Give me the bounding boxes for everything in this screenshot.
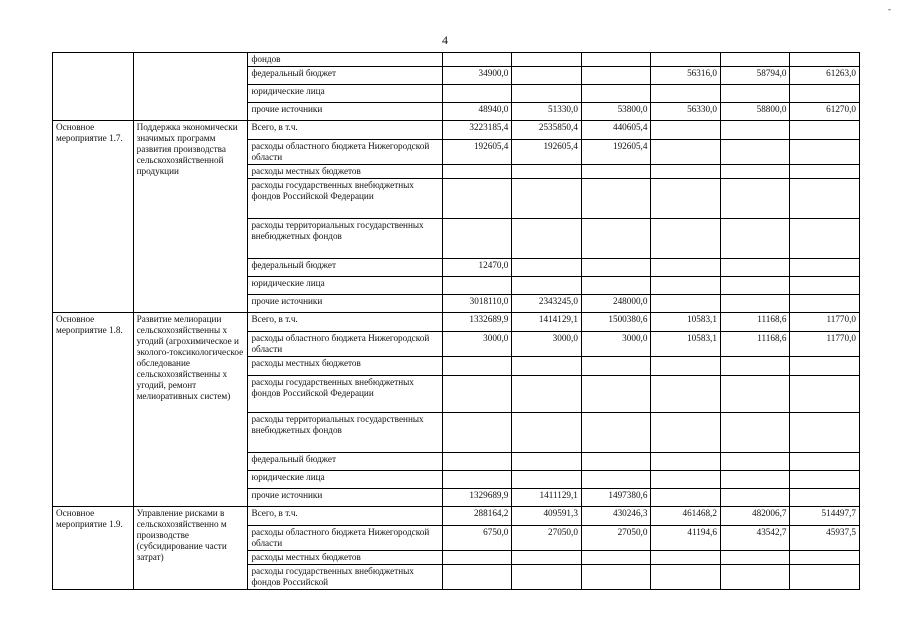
value-cell xyxy=(512,376,582,413)
value-cell xyxy=(442,357,512,376)
value-cell xyxy=(651,121,721,140)
value-cell xyxy=(651,453,721,471)
value-cell xyxy=(790,376,860,413)
value-cell xyxy=(651,179,721,219)
value-cell xyxy=(581,471,651,489)
source-label: прочие источники xyxy=(248,489,442,507)
funding-table xyxy=(52,52,860,590)
value-cell: 3018110,0 xyxy=(442,295,512,313)
measure-code: Основное мероприятие 1.8. xyxy=(53,313,134,507)
value-cell: 51330,0 xyxy=(512,103,582,121)
measure-code: Основное мероприятие 1.7. xyxy=(53,121,134,313)
value-cell: 409591,3 xyxy=(512,507,582,526)
value-cell: 192605,4 xyxy=(512,140,582,165)
value-cell: 2343245,0 xyxy=(512,295,582,313)
value-cell xyxy=(651,471,721,489)
value-cell: 58800,0 xyxy=(720,103,790,121)
value-cell xyxy=(512,413,582,453)
value-cell xyxy=(720,471,790,489)
value-cell xyxy=(651,376,721,413)
value-cell xyxy=(720,565,790,590)
value-cell xyxy=(512,277,582,295)
value-cell: 1411129,1 xyxy=(512,489,582,507)
value-cell xyxy=(651,489,721,507)
value-cell xyxy=(720,121,790,140)
source-label: расходы государственных внебюджетных фондов Российской Федерации xyxy=(248,179,442,219)
value-cell xyxy=(651,53,721,67)
value-cell: 27050,0 xyxy=(581,526,651,551)
value-cell xyxy=(651,165,721,179)
value-cell xyxy=(512,85,582,103)
value-cell xyxy=(581,219,651,259)
value-cell xyxy=(720,219,790,259)
value-cell xyxy=(720,551,790,565)
value-cell: 288164,2 xyxy=(442,507,512,526)
value-cell xyxy=(651,295,721,313)
value-cell xyxy=(512,471,582,489)
value-cell xyxy=(512,165,582,179)
value-cell xyxy=(790,565,860,590)
source-label: расходы государственных внебюджетных фондов Российской xyxy=(248,565,442,590)
value-cell xyxy=(581,179,651,219)
value-cell xyxy=(790,259,860,277)
value-cell xyxy=(651,413,721,453)
value-cell xyxy=(442,413,512,453)
source-label: расходы местных бюджетов xyxy=(248,551,442,565)
source-label: федеральный бюджет xyxy=(248,453,442,471)
value-cell xyxy=(512,259,582,277)
value-cell xyxy=(442,219,512,259)
value-cell xyxy=(581,357,651,376)
value-cell: 440605,4 xyxy=(581,121,651,140)
value-cell xyxy=(581,376,651,413)
value-cell xyxy=(651,357,721,376)
value-cell xyxy=(442,376,512,413)
value-cell xyxy=(512,179,582,219)
value-cell xyxy=(720,53,790,67)
table-row xyxy=(53,53,860,67)
value-cell: 12470,0 xyxy=(442,259,512,277)
measure-name-cell xyxy=(133,53,248,121)
table-row xyxy=(53,121,860,140)
source-label: расходы территориальных государственных внебюджетных фондов xyxy=(248,413,442,453)
value-cell: 482006,7 xyxy=(720,507,790,526)
value-cell: 1332689,9 xyxy=(442,313,512,332)
source-label: Всего, в т.ч. xyxy=(248,121,442,140)
value-cell: 11770,0 xyxy=(790,313,860,332)
measure-name: Развитие мелиорации сельскохозяйственны х угодий (агрохимическое и эколого-токсикологическое обследование сельскохозяйственны х угодий, ремонт мелиоративных систем) xyxy=(133,313,248,507)
value-cell: 6750,0 xyxy=(442,526,512,551)
value-cell: 10583,1 xyxy=(651,313,721,332)
value-cell xyxy=(442,85,512,103)
measure-code: Основное мероприятие 1.9. xyxy=(53,507,134,590)
value-cell: 248000,0 xyxy=(581,295,651,313)
source-label: расходы областного бюджета Нижегородской области xyxy=(248,332,442,357)
source-label: расходы территориальных государственных внебюджетных фондов xyxy=(248,219,442,259)
source-label: расходы местных бюджетов xyxy=(248,357,442,376)
value-cell: 61270,0 xyxy=(790,103,860,121)
value-cell xyxy=(512,551,582,565)
value-cell xyxy=(581,453,651,471)
value-cell: 2535850,4 xyxy=(512,121,582,140)
value-cell xyxy=(790,121,860,140)
value-cell xyxy=(512,357,582,376)
value-cell xyxy=(581,413,651,453)
value-cell: 41194,6 xyxy=(651,526,721,551)
value-cell: 1497380,6 xyxy=(581,489,651,507)
source-label: юридические лица xyxy=(248,471,442,489)
value-cell xyxy=(442,53,512,67)
value-cell: 53800,0 xyxy=(581,103,651,121)
value-cell xyxy=(720,259,790,277)
value-cell xyxy=(651,140,721,165)
value-cell xyxy=(790,295,860,313)
value-cell: 514497,7 xyxy=(790,507,860,526)
value-cell xyxy=(512,53,582,67)
value-cell xyxy=(651,85,721,103)
source-label: Всего, в т.ч. xyxy=(248,507,442,526)
value-cell xyxy=(581,165,651,179)
table-row xyxy=(53,313,860,332)
source-label: Всего, в т.ч. xyxy=(248,313,442,332)
value-cell: 461468,2 xyxy=(651,507,721,526)
value-cell xyxy=(512,219,582,259)
value-cell xyxy=(790,489,860,507)
measure-name: Поддержка экономически значимых программ развития производства сельскохозяйственной продукции xyxy=(133,121,248,313)
value-cell: 58794,0 xyxy=(720,67,790,85)
value-cell xyxy=(790,140,860,165)
value-cell xyxy=(581,85,651,103)
value-cell xyxy=(790,85,860,103)
value-cell xyxy=(512,67,582,85)
corner-mark: - xyxy=(888,4,891,14)
value-cell xyxy=(581,67,651,85)
value-cell xyxy=(442,179,512,219)
value-cell: 45937,5 xyxy=(790,526,860,551)
value-cell xyxy=(651,565,721,590)
value-cell xyxy=(790,357,860,376)
measure-code-cell xyxy=(53,53,134,121)
value-cell: 43542,7 xyxy=(720,526,790,551)
value-cell xyxy=(651,277,721,295)
page-number: 4 xyxy=(442,33,448,47)
value-cell: 48940,0 xyxy=(442,103,512,121)
table-row xyxy=(53,507,860,526)
value-cell xyxy=(720,376,790,413)
value-cell: 3223185,4 xyxy=(442,121,512,140)
value-cell xyxy=(581,565,651,590)
source-label: юридические лица xyxy=(248,277,442,295)
value-cell xyxy=(790,453,860,471)
value-cell: 3000,0 xyxy=(442,332,512,357)
source-label: фондов xyxy=(248,53,442,67)
source-label: федеральный бюджет xyxy=(248,67,442,85)
value-cell xyxy=(790,179,860,219)
value-cell xyxy=(720,489,790,507)
value-cell: 56330,0 xyxy=(651,103,721,121)
value-cell xyxy=(720,295,790,313)
value-cell xyxy=(581,53,651,67)
value-cell xyxy=(442,551,512,565)
value-cell: 3000,0 xyxy=(512,332,582,357)
value-cell xyxy=(790,551,860,565)
value-cell xyxy=(720,357,790,376)
source-label: прочие источники xyxy=(248,295,442,313)
value-cell xyxy=(790,219,860,259)
value-cell xyxy=(790,471,860,489)
source-label: федеральный бюджет xyxy=(248,259,442,277)
value-cell: 3000,0 xyxy=(581,332,651,357)
value-cell xyxy=(651,551,721,565)
value-cell xyxy=(512,565,582,590)
value-cell xyxy=(581,259,651,277)
value-cell xyxy=(442,277,512,295)
value-cell xyxy=(720,140,790,165)
value-cell xyxy=(651,259,721,277)
value-cell xyxy=(790,277,860,295)
value-cell xyxy=(790,413,860,453)
value-cell: 10583,1 xyxy=(651,332,721,357)
measure-name: Управление рисками в сельскохозяйственно м производстве (субсидирование части затрат) xyxy=(133,507,248,590)
value-cell: 1329689,9 xyxy=(442,489,512,507)
value-cell: 61263,0 xyxy=(790,67,860,85)
value-cell: 11770,0 xyxy=(790,332,860,357)
source-label: расходы государственных внебюджетных фондов Российской Федерации xyxy=(248,376,442,413)
value-cell: 56316,0 xyxy=(651,67,721,85)
value-cell xyxy=(720,179,790,219)
value-cell xyxy=(720,85,790,103)
value-cell: 11168,6 xyxy=(720,313,790,332)
value-cell xyxy=(442,565,512,590)
value-cell xyxy=(581,277,651,295)
value-cell: 11168,6 xyxy=(720,332,790,357)
value-cell xyxy=(790,53,860,67)
value-cell xyxy=(720,413,790,453)
value-cell: 1414129,1 xyxy=(512,313,582,332)
source-label: расходы областного бюджета Нижегородской области xyxy=(248,526,442,551)
value-cell xyxy=(720,453,790,471)
value-cell: 192605,4 xyxy=(442,140,512,165)
value-cell: 192605,4 xyxy=(581,140,651,165)
value-cell xyxy=(442,165,512,179)
value-cell xyxy=(720,165,790,179)
source-label: расходы областного бюджета Нижегородской области xyxy=(248,140,442,165)
value-cell: 27050,0 xyxy=(512,526,582,551)
source-label: юридические лица xyxy=(248,85,442,103)
value-cell xyxy=(651,219,721,259)
value-cell: 1500380,6 xyxy=(581,313,651,332)
value-cell: 430246,3 xyxy=(581,507,651,526)
value-cell xyxy=(720,277,790,295)
value-cell: 34900,0 xyxy=(442,67,512,85)
value-cell xyxy=(442,471,512,489)
value-cell xyxy=(581,551,651,565)
value-cell xyxy=(790,165,860,179)
source-label: расходы местных бюджетов xyxy=(248,165,442,179)
value-cell xyxy=(512,453,582,471)
source-label: прочие источники xyxy=(248,103,442,121)
value-cell xyxy=(442,453,512,471)
